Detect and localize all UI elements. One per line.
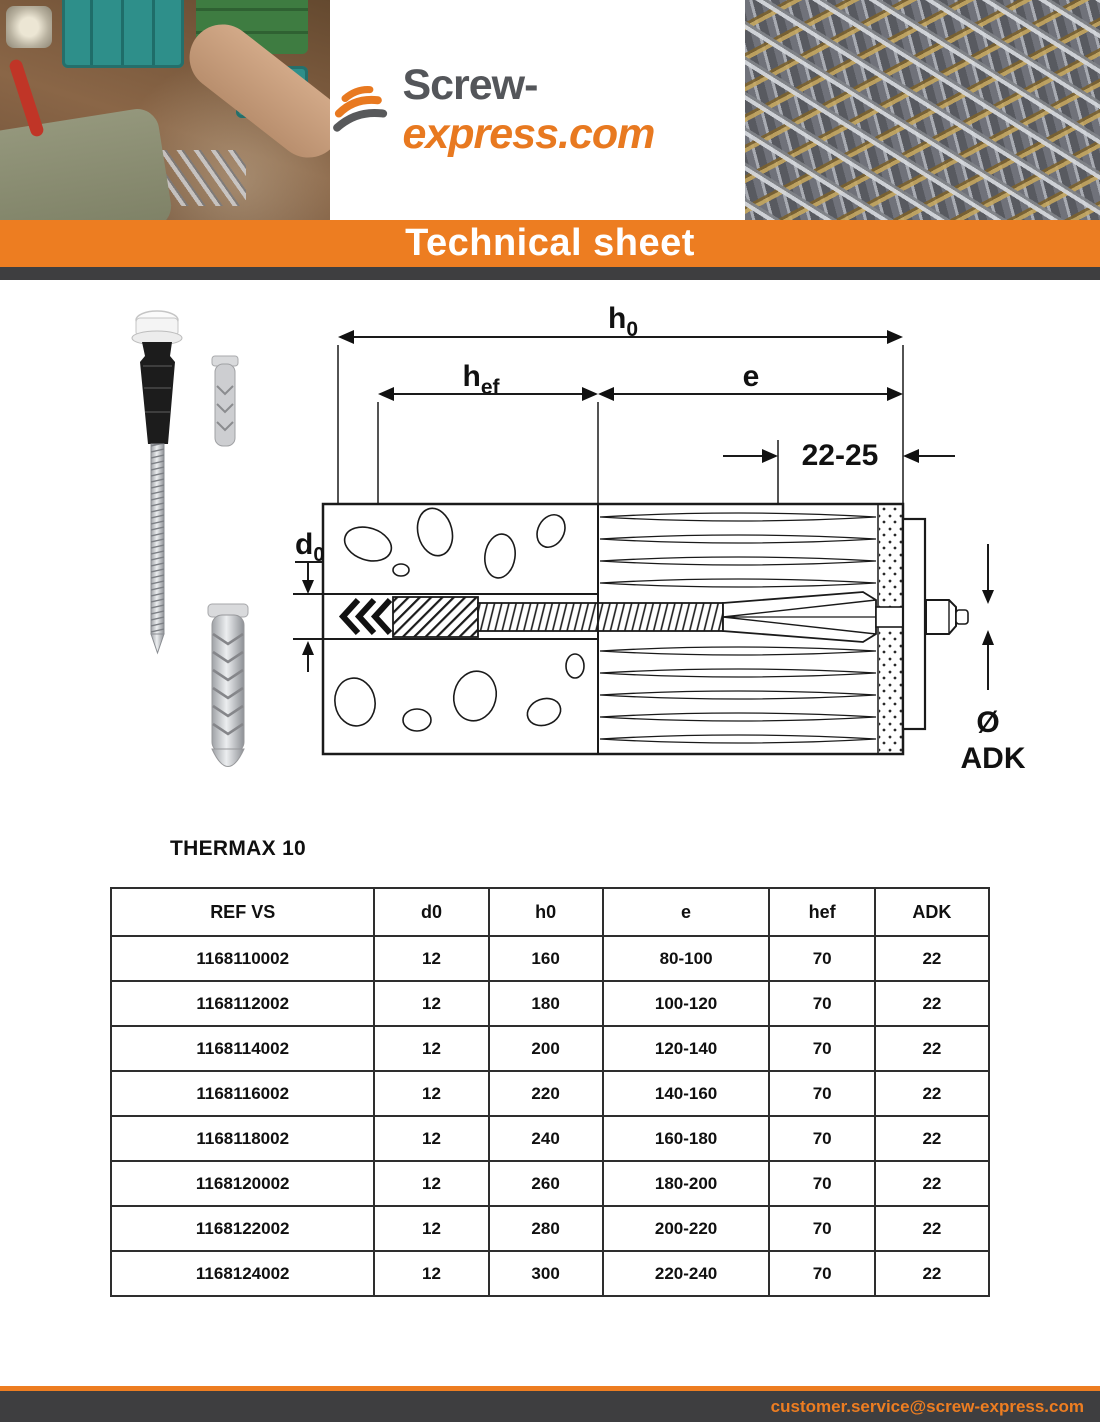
cell-adk: 22 (875, 981, 989, 1026)
cell-adk: 22 (875, 1206, 989, 1251)
cell-e: 220-240 (603, 1251, 770, 1296)
workbench-photo (0, 0, 330, 220)
diameter-symbol-label: Ø (976, 706, 1000, 739)
cell-h0: 160 (489, 936, 603, 981)
cell-e: 80-100 (603, 936, 770, 981)
table-row (111, 1251, 989, 1296)
cell-hef: 70 (769, 1206, 874, 1251)
cell-e: 200-220 (603, 1206, 770, 1251)
hef-dimension-label: $h_{ef}$ (462, 360, 500, 399)
h0-dimension-label: $h_0$ (607, 304, 639, 341)
cell-d0: 12 (374, 1251, 488, 1296)
spec-table (110, 887, 990, 1297)
cell-d0: 12 (374, 1116, 488, 1161)
product-images (112, 304, 287, 809)
cell-adk: 22 (875, 936, 989, 981)
col-header-adk: ADK (875, 888, 989, 936)
cell-hef: 70 (769, 981, 874, 1026)
logo-text (402, 61, 745, 159)
cell-adk: 22 (875, 1251, 989, 1296)
cell-adk: 22 (875, 1116, 989, 1161)
range-dimension-label: 22-25 (801, 439, 879, 472)
footer-dark-bar (0, 1391, 1100, 1422)
col-header-h0: h0 (489, 888, 603, 936)
cell-hef: 70 (769, 1116, 874, 1161)
cell-ref: 1168112002 (111, 981, 374, 1026)
cell-h0: 260 (489, 1161, 603, 1206)
cell-h0: 280 (489, 1206, 603, 1251)
cell-d0: 12 (374, 1206, 488, 1251)
product-screw-image (132, 311, 182, 653)
footer-email: customer.service@screw-express.com (770, 1396, 1084, 1416)
diagram-section (0, 280, 1100, 809)
sheet-title: Technical sheet (405, 222, 695, 264)
table-row (111, 1161, 989, 1206)
table-row (111, 1026, 989, 1071)
footer-bar (0, 1386, 1100, 1422)
table-row (111, 981, 989, 1026)
cell-adk: 22 (875, 1071, 989, 1116)
installation-schematic (293, 304, 1073, 809)
cell-h0: 200 (489, 1026, 603, 1071)
spec-table-header-row (111, 888, 989, 936)
cell-d0: 12 (374, 1026, 488, 1071)
cell-ref: 1168116002 (111, 1071, 374, 1116)
cell-ref: 1168110002 (111, 936, 374, 981)
product-expansion-plug-image (208, 604, 248, 767)
cell-hef: 70 (769, 1161, 874, 1206)
cell-hef: 70 (769, 936, 874, 981)
cell-d0: 12 (374, 936, 488, 981)
cell-ref: 1168118002 (111, 1116, 374, 1161)
brand-name-suffix: express.com (402, 110, 655, 158)
cell-hef: 70 (769, 1071, 874, 1116)
cell-d0: 12 (374, 981, 488, 1026)
cell-e: 120-140 (603, 1026, 770, 1071)
divider-strip (0, 267, 1100, 280)
adk-label: ADK (960, 742, 1026, 775)
brand-name-prefix: Screw- (402, 61, 538, 109)
col-header-ref: REF VS (111, 888, 374, 936)
table-row (111, 1116, 989, 1161)
photo-organizer-box (62, 0, 184, 68)
logo (330, 0, 745, 220)
table-row (111, 936, 989, 981)
cell-ref: 1168122002 (111, 1206, 374, 1251)
cell-ref: 1168114002 (111, 1026, 374, 1071)
cell-e: 160-180 (603, 1116, 770, 1161)
photo-tape-measure (6, 6, 52, 48)
col-header-d0: d0 (374, 888, 488, 936)
col-header-hef: hef (769, 888, 874, 936)
e-dimension-label: e (742, 360, 760, 393)
title-bar (0, 220, 1100, 267)
logo-swoosh-icon (330, 80, 388, 140)
cell-adk: 22 (875, 1161, 989, 1206)
col-header-e: e (603, 888, 770, 936)
cell-e: 140-160 (603, 1071, 770, 1116)
header (0, 0, 1100, 220)
cell-hef: 70 (769, 1251, 874, 1296)
product-name: THERMAX 10 (170, 837, 307, 860)
table-row (111, 1206, 989, 1251)
table-row (111, 1071, 989, 1116)
screws-pile-photo (745, 0, 1100, 220)
cell-hef: 70 (769, 1026, 874, 1071)
cell-h0: 180 (489, 981, 603, 1026)
cell-ref: 1168124002 (111, 1251, 374, 1296)
cell-h0: 240 (489, 1116, 603, 1161)
product-small-plug-image (212, 356, 238, 446)
cell-ref: 1168120002 (111, 1161, 374, 1206)
cell-adk: 22 (875, 1026, 989, 1071)
cell-d0: 12 (374, 1071, 488, 1116)
cell-e: 180-200 (603, 1161, 770, 1206)
cell-h0: 220 (489, 1071, 603, 1116)
cell-h0: 300 (489, 1251, 603, 1296)
photo-sleeve (0, 106, 174, 220)
cell-e: 100-120 (603, 981, 770, 1026)
d0-dimension-label: $d_0$ (295, 528, 325, 566)
cell-d0: 12 (374, 1161, 488, 1206)
